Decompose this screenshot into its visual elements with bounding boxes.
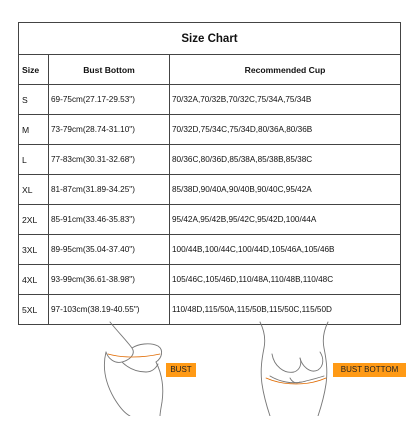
table-row <box>19 85 401 115</box>
chart-title: Size Chart <box>19 23 401 55</box>
size-chart <box>18 22 400 325</box>
cell-size: M <box>19 115 49 145</box>
header-size: Size <box>19 55 49 85</box>
cell-bust-bottom: 77-83cm(30.31-32.68") <box>49 145 170 175</box>
table-row <box>19 115 401 145</box>
cell-bust-bottom: 93-99cm(36.61-38.98") <box>49 265 170 295</box>
table-row <box>19 235 401 265</box>
cell-bust-bottom: 97-103cm(38.19-40.55") <box>49 295 170 325</box>
cell-bust-bottom: 85-91cm(33.46-35.83") <box>49 205 170 235</box>
cell-bust-bottom: 89-95cm(35.04-37.40") <box>49 235 170 265</box>
bust-bottom-label-tag: BUST BOTTOM <box>333 363 406 377</box>
bust-label-tag: BUST <box>166 363 196 377</box>
cell-size: 3XL <box>19 235 49 265</box>
header-recommended-cup: Recommended Cup <box>170 55 401 85</box>
cell-size: 2XL <box>19 205 49 235</box>
cell-size: 5XL <box>19 295 49 325</box>
size-chart-table <box>18 22 401 325</box>
cell-size: 4XL <box>19 265 49 295</box>
cell-recommended-cup: 105/46C,105/46D,110/48A,110/48B,110/48C <box>170 265 401 295</box>
cell-bust-bottom: 69-75cm(27.17-29.53") <box>49 85 170 115</box>
table-row <box>19 145 401 175</box>
cell-bust-bottom: 81-87cm(31.89-34.25") <box>49 175 170 205</box>
cell-recommended-cup: 110/48D,115/50A,115/50B,115/50C,115/50D <box>170 295 401 325</box>
cell-recommended-cup: 85/38D,90/40A,90/40B,90/40C,95/42A <box>170 175 401 205</box>
table-row <box>19 205 401 235</box>
cell-recommended-cup: 70/32A,70/32B,70/32C,75/34A,75/34B <box>170 85 401 115</box>
cell-recommended-cup: 95/42A,95/42B,95/42C,95/42D,100/44A <box>170 205 401 235</box>
cell-recommended-cup: 100/44B,100/44C,100/44D,105/46A,105/46B <box>170 235 401 265</box>
cell-recommended-cup: 70/32D,75/34C,75/34D,80/36A,80/36B <box>170 115 401 145</box>
cell-size: S <box>19 85 49 115</box>
cell-size: XL <box>19 175 49 205</box>
cell-recommended-cup: 80/36C,80/36D,85/38A,85/38B,85/38C <box>170 145 401 175</box>
cell-size: L <box>19 145 49 175</box>
table-row <box>19 175 401 205</box>
cell-bust-bottom: 73-79cm(28.74-31.10") <box>49 115 170 145</box>
header-bust-bottom: Bust Bottom <box>49 55 170 85</box>
table-row <box>19 265 401 295</box>
